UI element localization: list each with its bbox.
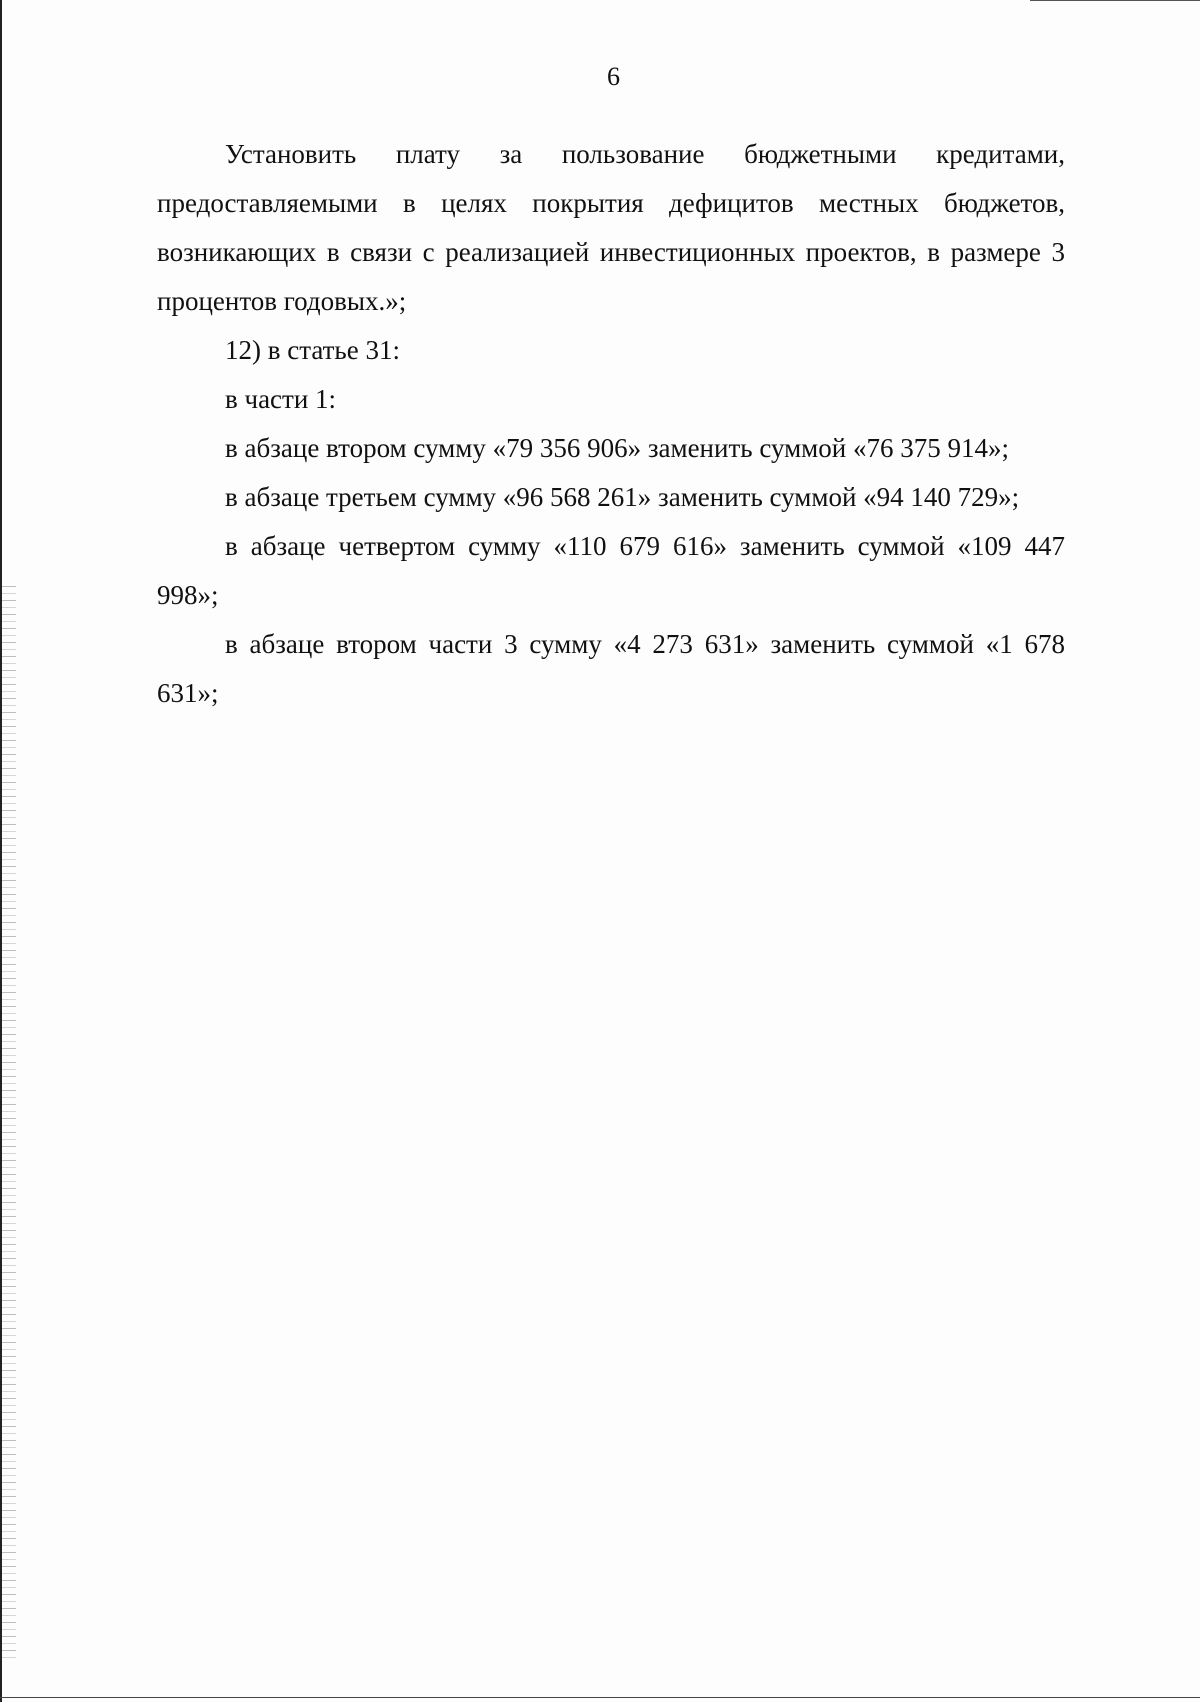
- scan-noise-strip: [2, 580, 16, 1660]
- paragraph-amendment-third: в абзаце третьем сумму «96 568 261» заменить суммой «94 140 729»;: [225, 482, 1020, 512]
- paragraph-rate: Установить плату за пользование бюджетными кредитами, предоставляемыми в целях покрытия дефицитов местных бюджетов, возникающих в связи с реализацией инвестиционных проектов, в размере 3 процентов годовых.»;: [157, 139, 1065, 316]
- paragraph-article-31: 12) в статье 31:: [225, 335, 400, 365]
- paragraph-amendment-part-3: в абзаце втором части 3 сумму «4 273 631» заменить суммой «1 678 631»;: [157, 629, 1065, 708]
- paragraph-part-1: в части 1:: [225, 384, 337, 414]
- paragraph-amendment-fourth: в абзаце четвертом сумму «110 679 616» заменить суммой «109 447 998»;: [157, 531, 1065, 610]
- document-body: [157, 130, 1065, 718]
- page-number: 6: [607, 62, 620, 91]
- scan-edge-top: [1030, 0, 1200, 1]
- paragraph-amendment-second: в абзаце втором сумму «79 356 906» заменить суммой «76 375 914»;: [225, 433, 1009, 463]
- scan-edge-bottom: [0, 1697, 1200, 1698]
